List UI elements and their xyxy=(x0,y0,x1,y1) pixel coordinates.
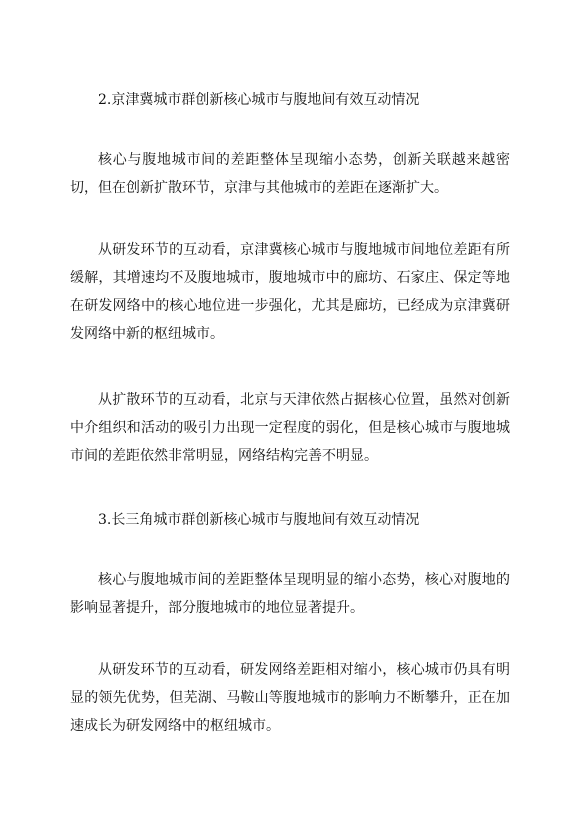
section-heading-yangtze-river-delta: 3.长三角城市群创新核心城市与腹地间有效互动情况 xyxy=(98,512,420,528)
section-heading-beijing-tianjin-hebei: 2.京津冀城市群创新核心城市与腹地间有效互动情况 xyxy=(98,92,420,108)
paragraph-rd-interaction-yrd: 从研发环节的互动看，研发网络差距相对缩小，核心城市仍具有明显的领先优势，但芜湖、马鞍山等腹地城市的影响力不断攀升，正在加速成长为研发网络中的枢纽城市。 xyxy=(70,662,510,734)
paragraph-overview-yrd: 核心与腹地城市间的差距整体呈现明显的缩小态势，核心对腹地的影响显著提升，部分腹地城市的地位显著提升。 xyxy=(70,572,510,616)
paragraph-overview-jjj: 核心与腹地城市间的差距整体呈现缩小态势，创新关联越来越密切，但在创新扩散环节，京津与其他城市的差距在逐渐扩大。 xyxy=(70,152,510,196)
paragraph-rd-interaction-jjj: 从研发环节的互动看，京津冀核心城市与腹地城市间地位差距有所缓解，其增速均不及腹地城市，腹地城市中的廊坊、石家庄、保定等地在研发网络中的核心地位进一步强化，尤其是廊坊，已经成为京津冀研发网络中新的枢纽城市。 xyxy=(70,242,510,342)
paragraph-diffusion-interaction-jjj: 从扩散环节的互动看，北京与天津依然占据核心位置，虽然对创新中介组织和活动的吸引力出现一定程度的弱化，但是核心城市与腹地城市间的差距依然非常明显，网络结构完善不明显。 xyxy=(70,392,510,464)
